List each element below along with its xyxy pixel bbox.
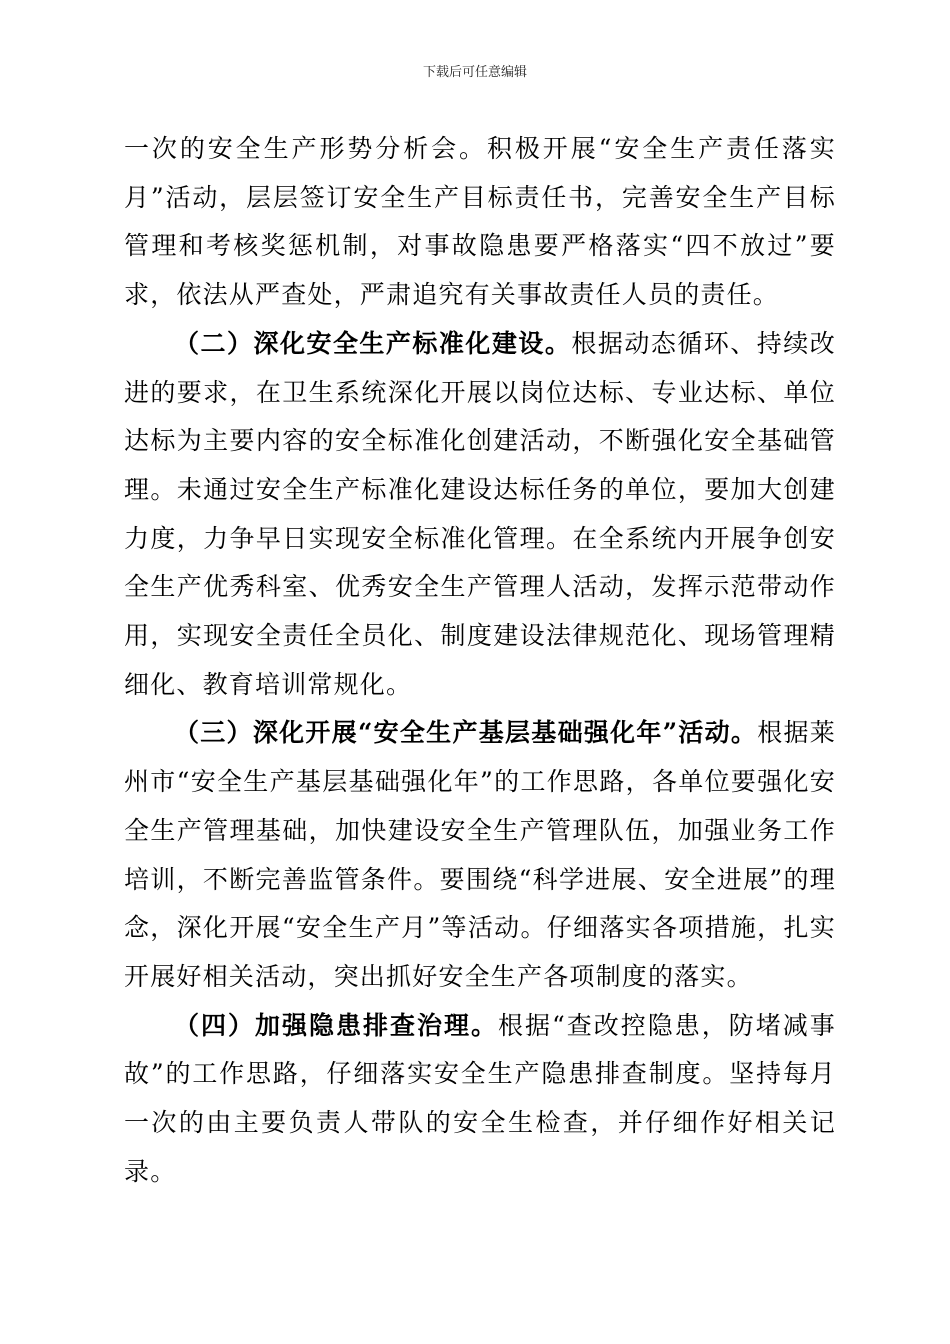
paragraph-3-body: 根据莱州市“安全生产基层基础强化年”的工作思路，各单位要强化安全生产管理基础，加快建设安全生产管理队伍，加强业务工作培训，不断完善监管条件。要围绕“科学进展、安全进展”的理念，深化开展“安全生产月”等活动。仔细落实各项措施，扎实开展好相关活动，突出抓好安全生产各项制度的落实。 [124,718,836,991]
document-body [124,125,836,1196]
paragraph-2 [124,320,836,710]
paragraph-4-body: 根据“查改控隐患，防堵减事故”的工作思路，仔细落实安全生产隐患排查制度。坚持每月一次的由主要负责人带队的安全生检查，并仔细作好相关记录。 [124,1010,836,1186]
paragraph-1-body: 一次的安全生产形势分析会。积极开展“安全生产责任落实月”活动，层层签订安全生产目标责任书，完善安全生产目标管理和考核奖惩机制，对事故隐患要严格落实“四不放过”要求，依法从严查处，严肃追究有关事故责任人员的责任。 [124,134,836,310]
section-heading-4: （四）加强隐患排查治理。 [174,1010,499,1040]
paragraph-3 [124,709,836,1001]
page-header: 下载后可任意编辑 [422,65,527,80]
section-heading-3: （三）深化开展“安全生产基层基础强化年”活动。 [174,718,758,748]
section-heading-2: （二）深化安全生产标准化建设。 [174,328,572,358]
paragraph-4 [124,1002,836,1197]
paragraph-2-body: 根据动态循环、持续改进的要求，在卫生系统深化开展以岗位达标、专业达标、单位达标为主要内容的安全标准化创建活动，不断强化安全基础管理。未通过安全生产标准化建设达标任务的单位，要加大创建力度，力争早日实现安全标准化管理。在全系统内开展争创安全生产优秀科室、优秀安全生产管理人活动，发挥示范带动作用，实现安全责任全员化、制度建设法律规范化、现场管理精细化、教育培训常规化。 [124,328,836,699]
paragraph-1 [124,125,836,320]
